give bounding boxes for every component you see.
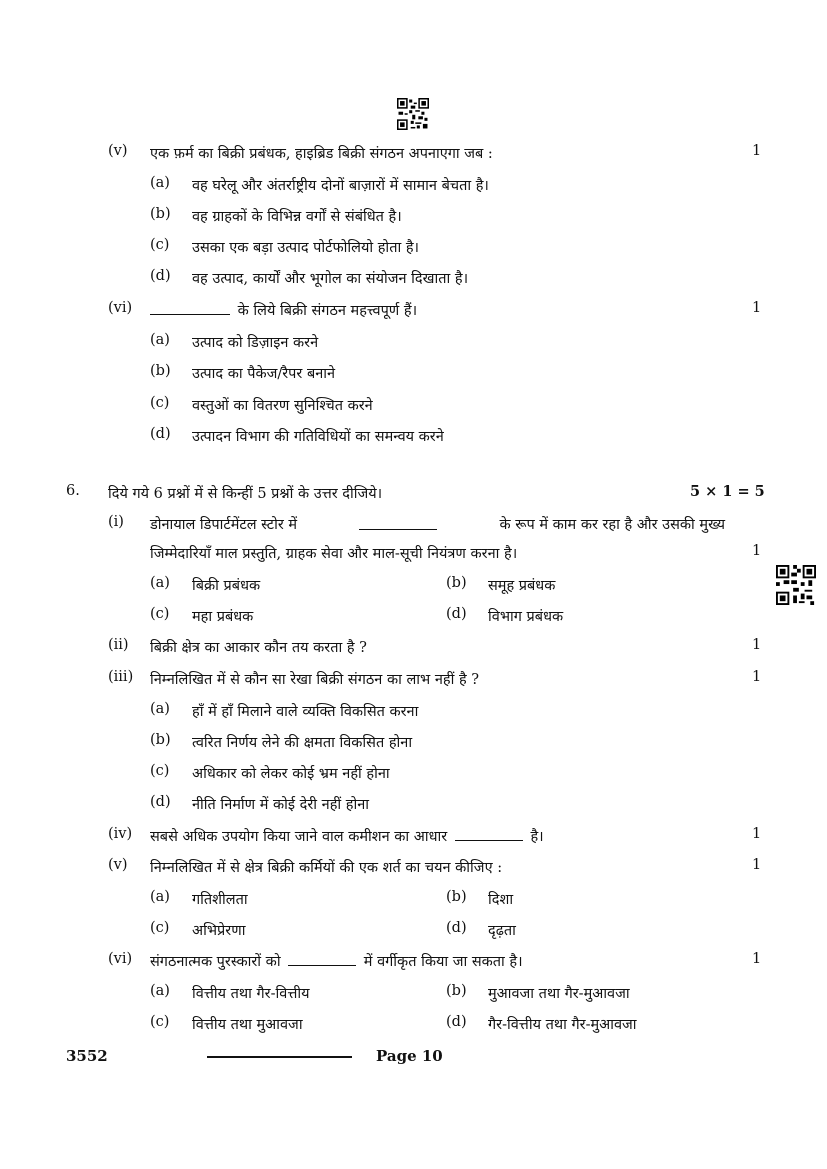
option-label: (d) (446, 920, 467, 936)
option-text: हाँ में हाँ मिलाने वाले व्यक्ति विकसित करना (192, 704, 419, 720)
option-label: (c) (150, 920, 170, 936)
option-label: (a) (150, 332, 170, 348)
question-instruction: दिये गये 6 प्रश्नों में से किन्हीं 5 प्रश्नों के उत्तर दीजिये। (108, 486, 383, 502)
question-text-pre: डोनायाल डिपार्टमेंटल स्टोर में (150, 517, 298, 533)
option-text: गैर-वित्तीय तथा गैर-मुआवजा (488, 1017, 637, 1033)
answer-blank (150, 313, 230, 315)
option-label: (b) (150, 206, 171, 222)
option-text: विभाग प्रबंधक (488, 609, 564, 625)
option-text: वह ग्राहकों के विभिन्न वर्गों से संबंधित है। (192, 209, 402, 225)
question-text-post: के रूप में काम कर रहा है और उसकी मुख्य (499, 517, 725, 533)
option-label: (d) (446, 1014, 467, 1030)
question-text-pre: सबसे अधिक उपयोग किया जाने वाल कमीशन का आधार (150, 829, 448, 845)
question-number: (vi) (108, 951, 133, 967)
option-label: (a) (150, 983, 170, 999)
question-text-post: में वर्गीकृत किया जा सकता है। (363, 954, 523, 970)
question-mark: 1 (752, 543, 762, 559)
option-label: (b) (150, 732, 171, 748)
option-label: (d) (150, 268, 171, 284)
option-text: समूह प्रबंधक (488, 578, 556, 594)
option-text: दृढ़ता (488, 923, 516, 939)
option-text: वह घरेलू और अंतर्राष्ट्रीय दोनों बाज़ारों में सामान बेचता है। (192, 178, 489, 194)
option-text: अभिप्रेरणा (192, 923, 246, 939)
option-text: अधिकार को लेकर कोई भ्रम नहीं होना (192, 766, 390, 782)
option-label: (a) (150, 175, 170, 191)
question-text (150, 300, 417, 320)
question-number: (v) (108, 857, 128, 873)
answer-blank (455, 839, 523, 841)
option-text: वह उत्पाद, कार्यों और भूगोल का संयोजन दिखाता है। (192, 271, 469, 287)
option-label: (b) (446, 983, 467, 999)
option-text: त्वरित निर्णय लेने की क्षमता विकसित होना (192, 735, 413, 751)
qr-code-icon (397, 98, 429, 130)
option-label: (c) (150, 1014, 170, 1030)
option-label: (b) (150, 363, 171, 379)
question-text (150, 826, 544, 846)
answer-blank (288, 964, 356, 966)
option-label: (b) (446, 889, 467, 905)
option-text: वित्तीय तथा मुआवजा (192, 1017, 303, 1033)
question-text-post: के लिये बिक्री संगठन महत्त्वपूर्ण हैं। (237, 303, 418, 319)
page-number: Page 10 (376, 1047, 443, 1065)
option-label: (c) (150, 763, 170, 779)
question-text-pre: संगठनात्मक पुरस्कारों को (150, 954, 281, 970)
footer-divider (207, 1056, 352, 1058)
option-text: उत्पाद का पैकेज/रैपर बनाने (192, 366, 336, 382)
qr-code-icon (776, 565, 816, 605)
question-mark: 1 (752, 826, 762, 842)
option-label: (a) (150, 575, 170, 591)
option-text: उत्पाद को डिज़ाइन करने (192, 335, 319, 351)
question-number: (iii) (108, 669, 134, 685)
option-text: मुआवजा तथा गैर-मुआवजा (488, 986, 630, 1002)
question-text: निम्नलिखित में से कौन सा रेखा बिक्री संगठन का लाभ नहीं है ? (150, 672, 480, 688)
question-text: निम्नलिखित में से क्षेत्र बिक्री कर्मियों की एक शर्त का चयन कीजिए : (150, 860, 503, 876)
option-text: वस्तुओं का वितरण सुनिश्चित करने (192, 398, 373, 414)
question-number: (iv) (108, 826, 133, 842)
option-label: (c) (150, 606, 170, 622)
option-text: दिशा (488, 892, 514, 908)
option-text: नीति निर्माण में कोई देरी नहीं होना (192, 797, 370, 813)
question-text-post: है। (530, 829, 544, 845)
question-mark: 1 (752, 143, 762, 159)
paper-code: 3552 (66, 1047, 108, 1065)
answer-blank (359, 528, 437, 530)
question-number: (v) (108, 143, 128, 159)
question-marks: 5 × 1 = 5 (690, 483, 765, 500)
question-number: (vi) (108, 300, 133, 316)
question-number: 6. (66, 483, 80, 499)
question-mark: 1 (752, 669, 762, 685)
option-label: (b) (446, 575, 467, 591)
option-text: वित्तीय तथा गैर-वित्तीय (192, 986, 310, 1002)
option-text: महा प्रबंधक (192, 609, 254, 625)
question-mark: 1 (752, 951, 762, 967)
question-text: एक फ़र्म का बिक्री प्रबंधक, हाइब्रिड बिक्री संगठन अपनाएगा जब : (150, 146, 493, 162)
option-label: (c) (150, 395, 170, 411)
option-label: (a) (150, 701, 170, 717)
question-mark: 1 (752, 637, 762, 653)
question-number: (i) (108, 514, 124, 530)
question-text: बिक्री क्षेत्र का आकार कौन तय करता है ? (150, 640, 367, 656)
option-text: गतिशीलता (192, 892, 248, 908)
option-label: (d) (446, 606, 467, 622)
question-mark: 1 (752, 857, 762, 873)
question-text (150, 514, 725, 534)
option-text: बिक्री प्रबंधक (192, 578, 261, 594)
option-label: (a) (150, 889, 170, 905)
option-label: (d) (150, 426, 171, 442)
option-label: (d) (150, 794, 171, 810)
option-text: उत्पादन विभाग की गतिविधियों का समन्वय करने (192, 429, 444, 445)
question-text-line2: जिम्मेदारियाँ माल प्रस्तुति, ग्राहक सेवा और माल-सूची नियंत्रण करना है। (150, 546, 518, 562)
question-text (150, 951, 523, 971)
question-number: (ii) (108, 637, 129, 653)
option-label: (c) (150, 237, 170, 253)
option-text: उसका एक बड़ा उत्पाद पोर्टफोलियो होता है। (192, 240, 420, 256)
question-mark: 1 (752, 300, 762, 316)
